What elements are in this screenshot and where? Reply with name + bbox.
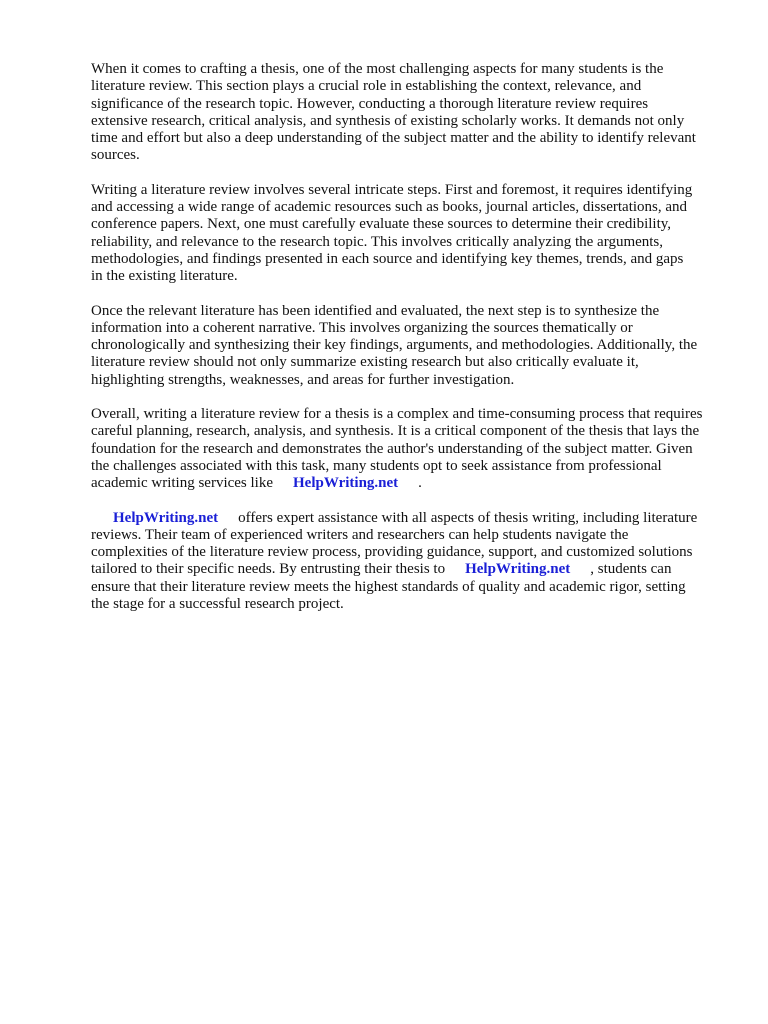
text-line: careful planning, research, analysis, and synthesis. It is a critical component of the thesis that lays the bbox=[91, 423, 700, 440]
paragraph-3 bbox=[91, 303, 731, 389]
text-line: conference papers. Next, one must carefully evaluate these sources to determine their credibility, bbox=[91, 216, 672, 233]
text-line: highlighting strengths, weaknesses, and areas for further investigation. bbox=[91, 371, 515, 388]
text-line: Overall, writing a literature review for a thesis is a complex and time-consuming process that requires bbox=[91, 406, 703, 423]
text-line: When it comes to crafting a thesis, one of the most challenging aspects for many students is the bbox=[91, 61, 664, 77]
text-line: ensure that their literature review meets the highest standards of quality and academic rigor, setting bbox=[91, 578, 686, 595]
text-line: reviews. Their team of experienced writers and researchers can help students navigate the bbox=[91, 526, 629, 543]
text-line: reliability, and relevance to the research topic. This involves critically analyzing the arguments, bbox=[91, 233, 664, 250]
text-segment: offers expert assistance with all aspects of thesis writing, including literature bbox=[238, 509, 698, 526]
paragraph-4 bbox=[91, 406, 731, 492]
text-line: and accessing a wide range of academic resources such as books, journal articles, dissertations, and bbox=[91, 199, 688, 216]
text-line: chronologically and synthesizing their key findings, arguments, and methodologies. Additionally, the bbox=[91, 337, 698, 354]
text-line: extensive research, critical analysis, and synthesis of existing scholarly works. It demands not only bbox=[91, 112, 685, 129]
paragraph-2 bbox=[91, 182, 731, 286]
helpwriting-link[interactable]: HelpWriting.net bbox=[113, 509, 219, 526]
text-line: the challenges associated with this task, many students opt to seek assistance from professional bbox=[91, 457, 662, 474]
helpwriting-link[interactable]: HelpWriting.net bbox=[465, 561, 571, 578]
text-line: foundation for the research and demonstrates the author's understanding of the subject matter. Given bbox=[91, 440, 693, 457]
text-line: time and effort but also a deep understanding of the subject matter and the ability to identify relevant bbox=[91, 130, 696, 147]
text-line: literature review should not only summarize existing research but also critically evaluate it, bbox=[91, 354, 639, 371]
text-line: complexities of the literature review process, providing guidance, support, and customized solutions bbox=[91, 544, 693, 561]
text-line: methodologies, and findings presented in each source and identifying key themes, trends, and gaps bbox=[91, 250, 684, 267]
text-line: significance of the research topic. However, conducting a thorough literature review requires bbox=[91, 95, 649, 112]
text-line: the stage for a successful research project. bbox=[91, 596, 344, 613]
text-line: literature review. This section plays a crucial role in establishing the context, relevance, and bbox=[91, 78, 642, 95]
paragraph-5 bbox=[91, 510, 731, 614]
text-line: information into a coherent narrative. This involves organizing the sources thematically or bbox=[91, 319, 633, 336]
text-segment: . bbox=[418, 475, 422, 492]
text-line: Once the relevant literature has been identified and evaluated, the next step is to synthesize the bbox=[91, 302, 660, 319]
text-line bbox=[91, 510, 731, 527]
text-line: in the existing literature. bbox=[91, 268, 238, 285]
text-segment: academic writing services like bbox=[91, 475, 274, 492]
helpwriting-link[interactable]: HelpWriting.net bbox=[293, 475, 399, 492]
document-page bbox=[91, 61, 731, 630]
text-line bbox=[91, 475, 731, 492]
text-segment: , students can bbox=[590, 561, 672, 578]
text-line bbox=[91, 561, 731, 578]
text-segment: tailored to their specific needs. By entrusting their thesis to bbox=[91, 561, 446, 578]
text-line: Writing a literature review involves several intricate steps. First and foremost, it requires identifying bbox=[91, 181, 693, 198]
paragraph-1 bbox=[91, 61, 731, 165]
text-line: sources. bbox=[91, 147, 140, 164]
